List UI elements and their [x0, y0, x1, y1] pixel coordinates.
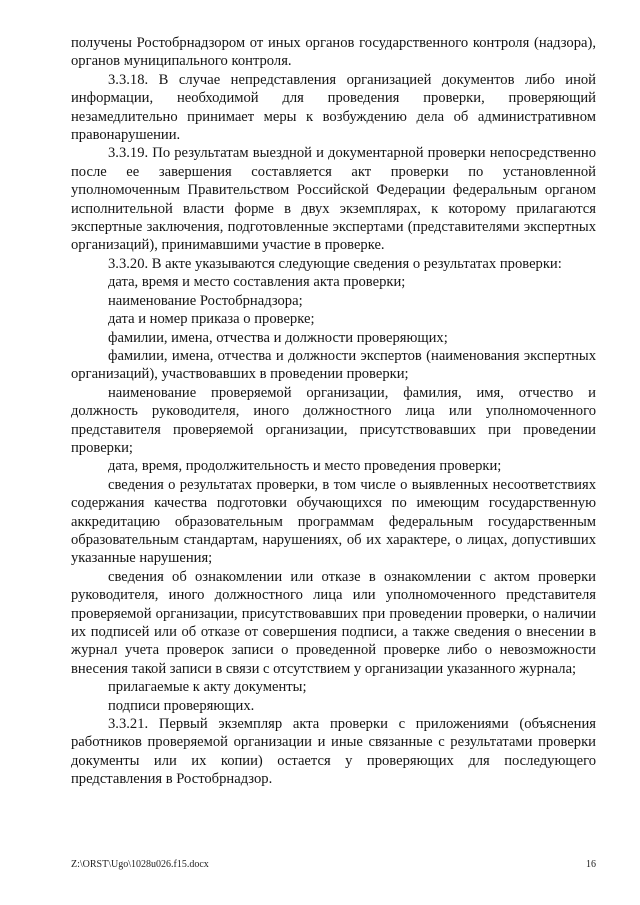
page-footer — [71, 858, 596, 872]
list-item-agency-name: наименование Ростобрнадзора; — [108, 292, 303, 309]
list-item-organization: наименование проверяемой организации, фамилия, имя, отчество и должность руководителя, иного должностного лица или уполномоченного представителя проверяемой организации, присутствовавших при проведении проверки; — [71, 384, 596, 456]
paragraph-3-3-21: 3.3.21. Первый экземпляр акта проверки с приложениями (объяснения работников проверяемой организации и иные связанные с результатами проверки документы или их копии) остается у проверяющих для последующего представления в Ростобрнадзор. — [71, 716, 596, 788]
list-item-experts: фамилии, имена, отчества и должности экспертов (наименования экспертных организаций), участвовавших в проведении проверки; — [71, 347, 596, 383]
paragraph-3-3-18: 3.3.18. В случае непредставления организацией документов либо иной информации, необходимой для проведения проверки, проверяющий незамедлительно принимает меры к возбуждению дела об административном правонарушении. — [71, 71, 596, 144]
footer-page-number: 16 — [586, 859, 596, 870]
list-item-act-date: дата, время и место составления акта проверки; — [108, 274, 406, 291]
list-item-attachments: прилагаемые к акту документы; — [108, 679, 307, 696]
document-body — [71, 34, 596, 789]
paragraph-3-3-20: 3.3.20. В акте указываются следующие сведения о результатах проверки: — [108, 255, 562, 272]
footer-file-path: Z:\ORST\Ugo\1028u026.f15.docx — [71, 859, 209, 870]
list-item-order: дата и номер приказа о проверке; — [108, 311, 315, 328]
list-item-acknowledgement: сведения об ознакомлении или отказе в ознакомлении с актом проверки руководителя, иного должностного лица или уполномоченного представителя проверяемой организации, присутствовавших при проведении проверки, о наличии их подписей или об отказе от совершения подписи, а также сведения о внесении в журнал учета проверок записи о проведенной проверке либо о невозможности внесения такой записи в связи с отсутствием у организации указанного журнала; — [71, 568, 596, 677]
list-item-inspection-time: дата, время, продолжительность и место проведения проверки; — [108, 458, 502, 475]
paragraph-continuation: получены Ростобрнадзором от иных органов государственного контроля (надзора), органов муниципального контроля. — [71, 35, 596, 70]
list-item-inspectors: фамилии, имена, отчества и должности проверяющих; — [108, 329, 448, 346]
list-item-signatures: подписи проверяющих. — [108, 697, 255, 714]
list-item-results: сведения о результатах проверки, в том числе о выявленных несоответствиях содержания качества подготовки обучающихся по имеющим государственную аккредитацию образовательным программам федеральным государственным образовательным стандартам, нарушениях, об их характере, о лицах, допустивших указанные нарушения; — [71, 476, 596, 567]
paragraph-3-3-19: 3.3.19. По результатам выездной и документарной проверки непосредственно после ее завершения составляется акт проверки по установленной уполномоченным Правительством Российской Федерации федеральным органом исполнительной власти форме в двух экземплярах, к которому прилагаются экспертные заключения, подготовленные экспертами (представителями экспертных организаций), принимавшими участие в проверке. — [71, 145, 596, 254]
